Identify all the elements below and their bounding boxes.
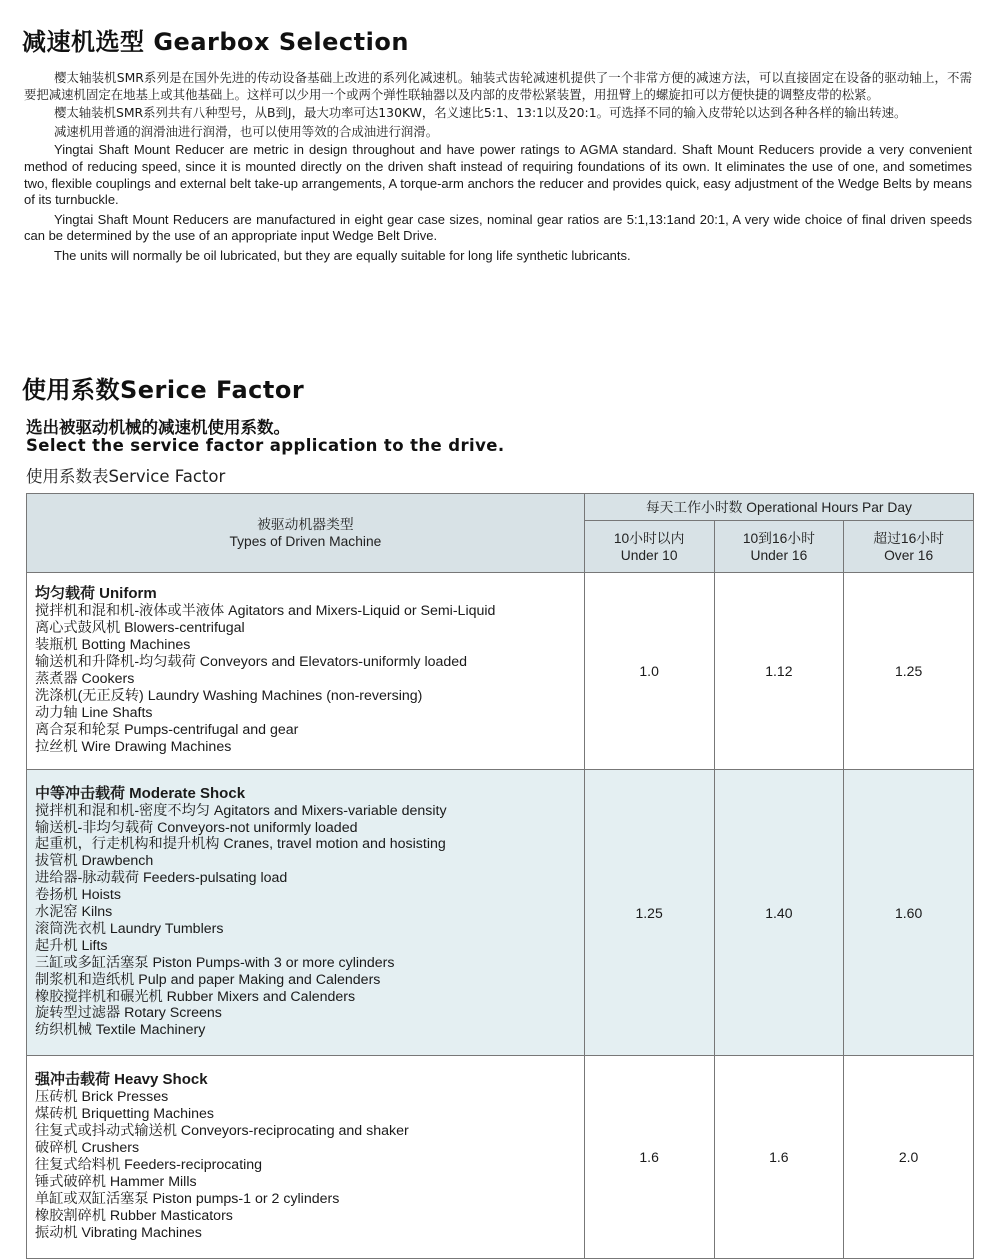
machine-item: 输送机和升降机-均匀载荷 Conveyors and Elevators-uniformly loaded xyxy=(35,654,468,671)
column-header-cn: 10小时以内 xyxy=(613,530,685,546)
machine-item: 往复式或抖动式输送机 Conveyors-reciprocating and shaker xyxy=(35,1123,409,1140)
column-header-cn: 超过16小时 xyxy=(873,530,944,546)
machine-item: 卷扬机 Hoists xyxy=(35,887,121,904)
category-name: 中等冲击载荷 Moderate Shock xyxy=(35,784,246,802)
machine-item: 振动机 Vibrating Machines xyxy=(35,1224,202,1241)
machine-type-header-en: Types of Driven Machine xyxy=(229,534,382,549)
factor-value: 1.40 xyxy=(714,770,844,1056)
machine-type-header-cn: 被驱动机器类型 xyxy=(257,517,354,532)
machine-item: 动力轴 Line Shafts xyxy=(35,704,153,721)
machine-item: 纺织机械 Textile Machinery xyxy=(35,1022,206,1039)
machine-item: 蒸煮器 Cookers xyxy=(35,671,135,687)
intro-en-paragraph: The units will normally be oil lubricated, but they are equally suitable for long life synthetic lubricants. xyxy=(54,247,631,263)
gearbox-selection-title: 减速机选型 Gearbox Selection xyxy=(22,28,409,56)
machine-item: 拔管机 Drawbench xyxy=(35,853,154,870)
service-factor-title: 使用系数Serice Factor xyxy=(22,376,305,404)
machine-item: 破碎机 Crushers xyxy=(35,1140,140,1157)
column-header-en: Under 16 xyxy=(750,547,808,563)
machine-item: 进给器-脉动载荷 Feeders-pulsating load xyxy=(35,870,288,887)
instruction-cn: 选出被驱动机械的减速机使用系数。 xyxy=(26,418,290,437)
intro-cn-paragraph: 樱太轴装机SMR系列共有八种型号，从B到J，最大功率可达130KW，名义速比5:1、13:1以及20:1。可选择不同的输入皮带轮以达到各种各样的输出转速。 xyxy=(54,105,907,121)
machine-item: 压砖机 Brick Presses xyxy=(35,1089,169,1106)
factor-value: 1.12 xyxy=(714,573,844,770)
machine-item: 水泥窑 Kilns xyxy=(35,904,113,921)
intro-en-paragraph: Yingtai Shaft Mount Reducers are manufactured in eight gear case sizes, nominal gear ratios are 5:1,13:1and 20:1, A very wide choice of final driven speeds can be determined by the use of an appropriate input Wedge Belt Drive. xyxy=(24,211,972,244)
machine-item: 搅拌机和混和机-密度不均匀 Agitators and Mixers-variable density xyxy=(35,802,447,819)
factor-value: 1.6 xyxy=(714,1056,844,1259)
machine-item: 煤砖机 Briquetting Machines xyxy=(35,1106,214,1123)
factor-value: 1.25 xyxy=(844,573,974,770)
machine-list-uniform xyxy=(27,573,585,770)
intro-text xyxy=(24,70,972,268)
machine-item: 橡胶搅拌机和碾光机 Rubber Mixers and Calenders xyxy=(35,988,356,1005)
machine-item: 滚筒洗衣机 Laundry Tumblers xyxy=(35,920,224,937)
machine-list-moderate-shock xyxy=(27,770,585,1056)
machine-item: 单缸或双缸活塞泵 Piston pumps-1 or 2 cylinders xyxy=(35,1190,340,1207)
machine-item: 搅拌机和混和机-液体或半液体 Agitators and Mixers-Liquid or Semi-Liquid xyxy=(35,603,496,620)
column-header-over-16 xyxy=(844,521,974,573)
machine-item: 橡胶割碎机 Rubber Masticators xyxy=(35,1207,233,1224)
machine-item: 三缸或多缸活塞泵 Piston Pumps-with 3 or more cylinders xyxy=(35,954,395,971)
table-row-uniform xyxy=(27,573,974,770)
table-caption: 使用系数表Service Factor xyxy=(26,467,226,486)
machine-list-heavy-shock xyxy=(27,1056,585,1259)
machine-item: 输送机-非均匀载荷 Conveyors-not uniformly loaded xyxy=(35,819,358,836)
operational-hours-header: 每天工作小时数 Operational Hours Par Day xyxy=(584,494,973,521)
machine-item: 离心式鼓风机 Blowers-centrifugal xyxy=(35,620,245,637)
machine-item: 旋转型过滤器 Rotary Screens xyxy=(35,1005,222,1022)
intro-cn-paragraph: 减速机用普通的润滑油进行润滑，也可以使用等效的合成油进行润滑。 xyxy=(54,123,439,139)
factor-value: 1.6 xyxy=(584,1056,714,1259)
machine-item: 洗涤机(无正反转) Laundry Washing Machines (non-reversing) xyxy=(35,687,423,704)
machine-item: 起升机 Lifts xyxy=(35,937,108,954)
intro-cn-paragraph: 樱太轴装机SMR系列是在国外先进的传动设备基础上改进的系列化减速机。轴装式齿轮减速机提供了一个非常方便的减速方法，可以直接固定在设备的驱动轴上，不需要把减速机固定在地基上或其他基础上。这样可以少用一个或两个弹性联轴器以及内部的皮带松紧装置，用扭臂上的螺旋扣可以方便快捷的调整皮带的松紧。 xyxy=(24,70,972,102)
column-header-en: Over 16 xyxy=(884,547,934,563)
column-header-under-16 xyxy=(714,521,844,573)
machine-type-header xyxy=(27,494,585,573)
machine-item: 离合泵和轮泵 Pumps-centrifugal and gear xyxy=(35,721,299,738)
machine-item: 装瓶机 Botting Machines xyxy=(35,637,191,654)
factor-value: 1.0 xyxy=(584,573,714,770)
column-header-en: Under 10 xyxy=(620,547,678,563)
column-header-cn: 10到16小时 xyxy=(742,530,815,546)
table-row-moderate-shock xyxy=(27,770,974,1056)
service-factor-table xyxy=(26,493,974,1259)
factor-value: 1.60 xyxy=(844,770,974,1056)
factor-value: 2.0 xyxy=(844,1056,974,1259)
machine-item: 制浆机和造纸机 Pulp and paper Making and Calenders xyxy=(35,971,381,988)
category-name: 均匀载荷 Uniform xyxy=(35,585,157,603)
table-row-heavy-shock xyxy=(27,1056,974,1259)
factor-value: 1.25 xyxy=(584,770,714,1056)
intro-en-paragraph: Yingtai Shaft Mount Reducer are metric in design throughout and have power ratings to AGMA standard. Shaft Mount Reducers provide a very convenient method of reducing speed, since it is mounted directly on the driven shaft instead of requiring foundations of its own. It eliminates the use of one, and sometimes two, flexible couplings and external belt take-up arrangements, A torque-arm anchors the reducer and provides quick, easy adjustment of the Wedge Belts by means of its turnbuckle. xyxy=(24,142,972,208)
category-name: 强冲击载荷 Heavy Shock xyxy=(35,1071,208,1089)
machine-item: 拉丝机 Wire Drawing Machines xyxy=(35,738,232,755)
machine-item: 锤式破碎机 Hammer Mills xyxy=(35,1173,197,1190)
column-header-under-10 xyxy=(584,521,714,573)
instruction-en: Select the service factor application to the drive. xyxy=(26,436,505,455)
machine-item: 往复式给料机 Feeders-reciprocating xyxy=(35,1157,263,1173)
machine-item: 起重机，行走机构和提升机构 Cranes, travel motion and hosisting xyxy=(35,836,446,853)
